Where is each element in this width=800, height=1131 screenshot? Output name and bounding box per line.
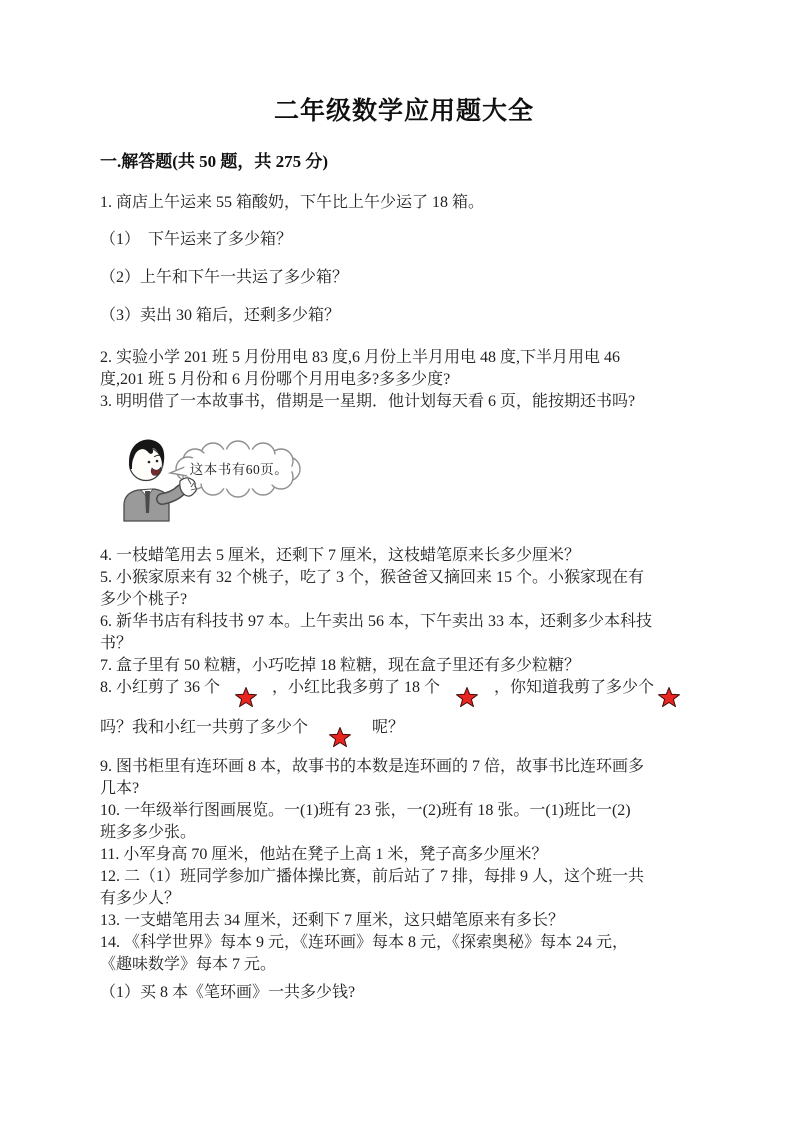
- problem-5-line-1: 5. 小猴家原来有 32 个桃子，吃了 3 个，猴爸爸又摘回来 15 个。小猴家现在有: [100, 569, 645, 586]
- problem-2-line-2: 度,201 班 5 月份和 6 月份哪个月用电多?多多少度?: [100, 371, 451, 388]
- problem-5-line-2: 多少个桃子?: [100, 591, 188, 608]
- problem-1-sub-3: （3）卖出 30 箱后，还剩多少箱？: [100, 307, 341, 324]
- speech-bubble-text: 这本书有60页。: [189, 462, 289, 477]
- problem-8-segment-5: 呢？: [372, 718, 405, 736]
- problem-4: 4. 一枝蜡笔用去 5 厘米，还剩下 7 厘米，这枝蜡笔原来长多少厘米？: [100, 547, 581, 564]
- problem-10-line-1: 10. 一年级举行图画展览。一(1)班有 23 张，一(2)班有 18 张。一(1)班比一(2): [100, 802, 631, 819]
- problem-14-line-1: 14. 《科学世界》每本 9 元，《连环画》每本 8 元，《探索奥秘》每本 24 元，: [100, 934, 629, 951]
- problem-6-line-1: 6. 新华书店有科技书 97 本。上午卖出 56 本，下午卖出 33 本，还剩多少本科技: [100, 613, 653, 630]
- problem-12-line-1: 12. 二（1）班同学参加广播体操比赛，前后站了 7 排，每排 9 人，这个班一共: [100, 868, 645, 885]
- boy-hand: [180, 478, 196, 496]
- problem-1: 1. 商店上午运来 55 箱酸奶，下午比上午少运了 18 箱。: [100, 194, 485, 211]
- section-header: 一.解答题(共 50 题，共 275 分): [100, 152, 329, 171]
- problem-8-line-2: [100, 717, 708, 757]
- red-star-icon: [308, 718, 372, 756]
- problem-9-line-2: 几本?: [100, 780, 140, 797]
- problem-8-segment-1: 8. 小红剪了 36 个: [100, 679, 221, 696]
- problem-3: 3. 明明借了一本故事书，借期是一星期．他计划每天看 6 页，能按期还书吗?: [100, 393, 636, 410]
- problem-13: 13. 一支蜡笔用去 34 厘米，还剩下 7 厘米，这只蜡笔原来有多长？: [100, 912, 565, 929]
- problem-8-segment-4: 吗？我和小红一共剪了多少个: [100, 718, 309, 736]
- problem-8-segment-2: ，小红比我多剪了 18 个: [272, 679, 441, 696]
- problem-1-sub-1: （1） 下午运来了多少箱？: [100, 231, 293, 248]
- page-title: 二年级数学应用题大全: [273, 98, 534, 125]
- cartoon-boy: [124, 439, 196, 521]
- problem-14-sub-1: （1）买 8 本《笔环画》一共多少钱?: [100, 984, 356, 1001]
- problem-9-line-1: 9. 图书柜里有连环画 8 本，故事书的本数是连环画的 7 倍，故事书比连环画多: [100, 758, 645, 775]
- problem-14-line-2: 《趣味数学》每本 7 元。: [100, 956, 277, 973]
- boy-with-speech-bubble-illustration: [108, 433, 318, 523]
- problem-1-sub-2: （2）上午和下午一共运了多少箱？: [100, 269, 349, 286]
- problem-6-line-2: 书？: [100, 635, 133, 652]
- red-star-icon: [440, 679, 494, 717]
- red-star-icon: [654, 679, 684, 717]
- problem-8-segment-3: ，你知道我剪了多少个: [494, 679, 655, 696]
- problem-8-line-1: [100, 677, 708, 717]
- red-star-icon: [220, 679, 272, 717]
- problem-12-line-2: 有多少人？: [100, 890, 181, 907]
- problem-7: 7. 盒子里有 50 粒糖，小巧吃掉 18 粒糖，现在盒子里还有多少粒糖？: [100, 657, 581, 674]
- worksheet-content: [0, 96, 800, 1004]
- problem-11: 11. 小军身高 70 厘米，他站在凳子上高 1 米，凳子高多少厘米？: [100, 846, 548, 863]
- problem-10-line-2: 班多多少张。: [100, 824, 197, 841]
- problem-2-line-1: 2. 实验小学 201 班 5 月份用电 83 度,6 月份上半月用电 48 度,下半月用电 46: [100, 349, 621, 366]
